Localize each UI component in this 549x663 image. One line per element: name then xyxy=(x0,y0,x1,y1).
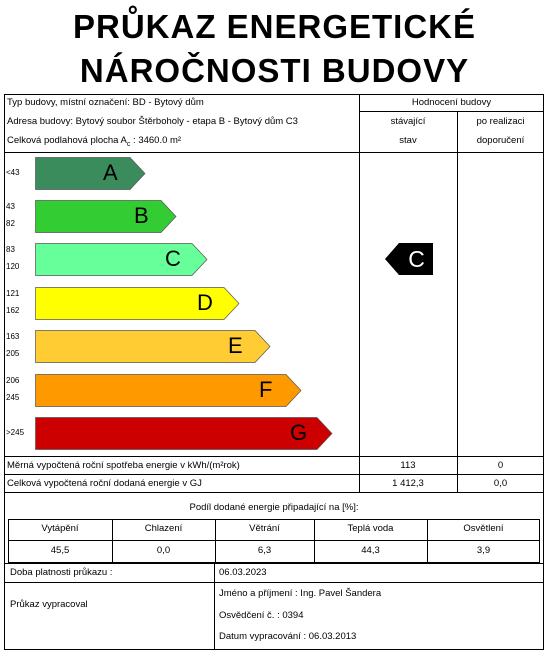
divider xyxy=(4,582,544,583)
validity-label: Doba platnosti průkazu : xyxy=(10,567,113,578)
author-certificate: Osvědčení č. : 0394 xyxy=(219,610,304,621)
total-energy-label: Celková vypočtená roční dodaná energie v GJ xyxy=(7,478,202,489)
class-arrow-b xyxy=(35,200,178,234)
after-recommendation-header: po realizaci xyxy=(476,116,525,127)
share-value: 3,9 xyxy=(476,545,491,556)
current-class-letter: C xyxy=(408,246,425,272)
class-letter-b: B xyxy=(134,203,149,228)
divider xyxy=(214,563,215,650)
range-top: 163 xyxy=(6,332,20,341)
class-letter-d: D xyxy=(197,290,213,315)
divider-right xyxy=(457,111,458,492)
current-state-header: stav xyxy=(399,135,417,146)
class-arrow-c xyxy=(35,243,209,277)
rating-header: Hodnocení budovy xyxy=(411,97,492,108)
specific-consumption-label: Měrná vypočtená roční spotřeba energie v kWh/(m²rok) xyxy=(7,460,240,471)
class-arrow-a xyxy=(35,157,147,191)
title-line-1: PRŮKAZ ENERGETICKÉ xyxy=(72,8,477,45)
range-bottom: 205 xyxy=(6,349,20,358)
building-type: Typ budovy, místní označení: BD - Bytový dům xyxy=(7,97,204,108)
range-bottom: 120 xyxy=(6,262,20,271)
validity-date: 06.03.2023 xyxy=(219,567,267,578)
divider xyxy=(4,492,544,493)
class-letter-e: E xyxy=(228,333,243,358)
divider xyxy=(4,152,544,153)
current-state-header: stávající xyxy=(390,116,426,127)
range-bottom: 162 xyxy=(6,306,20,315)
share-title: Podíl dodané energie připadající na [%]: xyxy=(189,502,359,513)
divider xyxy=(4,474,544,475)
range-label: >245 xyxy=(6,428,25,437)
total-energy-current: 1 412,3 xyxy=(392,478,424,489)
share-value: 44,3 xyxy=(361,545,380,556)
class-letter-c: C xyxy=(165,246,181,271)
divider xyxy=(4,456,544,457)
floor-area: Celková podlahová plocha $A_c$ : 3460.0 m² xyxy=(7,135,182,148)
range-top: 121 xyxy=(6,289,20,298)
range-bottom: 82 xyxy=(6,219,15,228)
divider-left xyxy=(359,94,360,492)
author-name: Jméno a příjmení : Ing. Pavel Šandera xyxy=(219,588,382,599)
title-line-2: NÁROČNOSTI BUDOVY xyxy=(79,52,470,89)
divider xyxy=(8,540,540,541)
range-label: <43 xyxy=(6,168,20,177)
after-recommendation-header: doporučení xyxy=(476,135,525,146)
author-date: Datum vypracování : 06.03.2013 xyxy=(219,631,357,642)
range-top: 206 xyxy=(6,376,20,385)
share-header: Teplá voda xyxy=(347,523,394,534)
share-header: Osvětlení xyxy=(463,523,504,534)
share-header: Větrání xyxy=(249,523,280,534)
range-top: 83 xyxy=(6,245,15,254)
building-address: Adresa budovy: Bytový soubor Štěrboholy - etapa B - Bytový dům C3 xyxy=(7,116,298,127)
divider xyxy=(4,563,544,564)
specific-consumption-current: 113 xyxy=(400,460,416,471)
total-energy-after: 0,0 xyxy=(493,478,508,489)
class-letter-g: G xyxy=(290,420,308,445)
share-header: Chlazení xyxy=(144,523,183,534)
divider xyxy=(359,111,544,112)
class-letter-f: F xyxy=(259,377,273,402)
share-value: 0,0 xyxy=(156,545,171,556)
class-letter-a: A xyxy=(103,160,118,185)
range-top: 43 xyxy=(6,202,15,211)
range-bottom: 245 xyxy=(6,393,20,402)
specific-consumption-after: 0 xyxy=(497,460,504,471)
author-label: Průkaz vypracoval xyxy=(10,599,88,610)
share-value: 45,5 xyxy=(50,545,70,556)
share-value: 6,3 xyxy=(257,545,272,556)
share-header: Vytápění xyxy=(41,523,79,534)
